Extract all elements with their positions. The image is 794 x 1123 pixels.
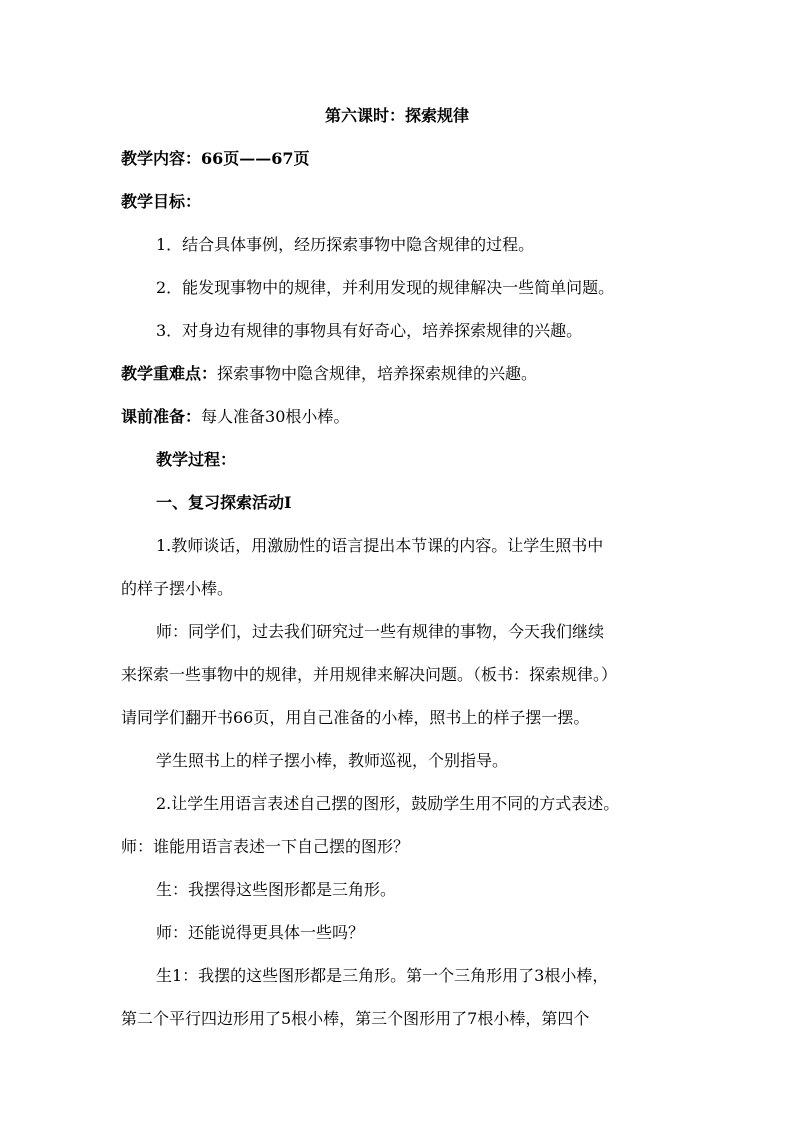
preparation-label: 课前准备： — [121, 407, 202, 426]
paragraph-7-line-2: 第二个平行四边形用了5根小棒，第三个图形用了7根小棒，第四个 — [121, 1009, 590, 1028]
goals-heading: 教学目标： — [121, 192, 202, 211]
preparation-value: 每人准备30根小棒。 — [201, 407, 350, 426]
page-title: 第六课时：探索规律 — [324, 106, 469, 125]
goal-item-2: 2．能发现事物中的规律，并利用发现的规律解决一些简单问题。 — [156, 278, 615, 297]
section-heading-1: 一、复习探索活动Ⅰ — [156, 493, 292, 512]
paragraph-5: 生：我摆得这些图形都是三角形。 — [156, 880, 397, 899]
key-points-row — [121, 363, 537, 385]
paragraph-2-line-3: 请同学们翻开书66页，用自己准备的小棒，照书上的样子摆一摆。 — [121, 708, 590, 727]
paragraph-4-line-1: 2.让学生用语言表述自己摆的图形，鼓励学生用不同的方式表述。 — [156, 794, 620, 813]
content-value: 66页——67页 — [201, 149, 310, 168]
content-label: 教学内容： — [121, 149, 202, 168]
paragraph-3: 学生照书上的样子摆小棒，教师巡视，个别指导。 — [156, 751, 509, 770]
paragraph-7-line-1: 生1：我摆的这些图形都是三角形。第一个三角形用了3根小棒， — [156, 966, 609, 985]
paragraph-1-line-1: 1.教师谈话，用激励性的语言提出本节课的内容。让学生照书中 — [156, 536, 604, 555]
paragraph-2-line-1: 师：同学们，过去我们研究过一些有规律的事物，今天我们继续 — [156, 622, 605, 641]
preparation-row — [121, 406, 349, 428]
process-heading: 教学过程： — [156, 450, 237, 469]
key-points-label: 教学重难点： — [121, 364, 218, 383]
goal-item-1: 1．结合具体事例，经历探索事物中隐含规律的过程。 — [156, 235, 535, 254]
goal-item-3: 3．对身边有规律的事物具有好奇心，培养探索规律的兴趣。 — [156, 321, 583, 340]
paragraph-2-line-2: 来探索一些事物中的规律，并用规律来解决问题。（板书：探索规律。） — [121, 665, 618, 684]
paragraph-4-line-2: 师：谁能用语言表述一下自己摆的图形？ — [121, 837, 410, 856]
paragraph-1-line-2: 的样子摆小棒。 — [121, 579, 234, 598]
paragraph-6: 师：还能说得更具体一些吗？ — [156, 923, 365, 942]
content-row — [121, 148, 310, 170]
key-points-value: 探索事物中隐含规律，培养探索规律的兴趣。 — [217, 364, 538, 383]
